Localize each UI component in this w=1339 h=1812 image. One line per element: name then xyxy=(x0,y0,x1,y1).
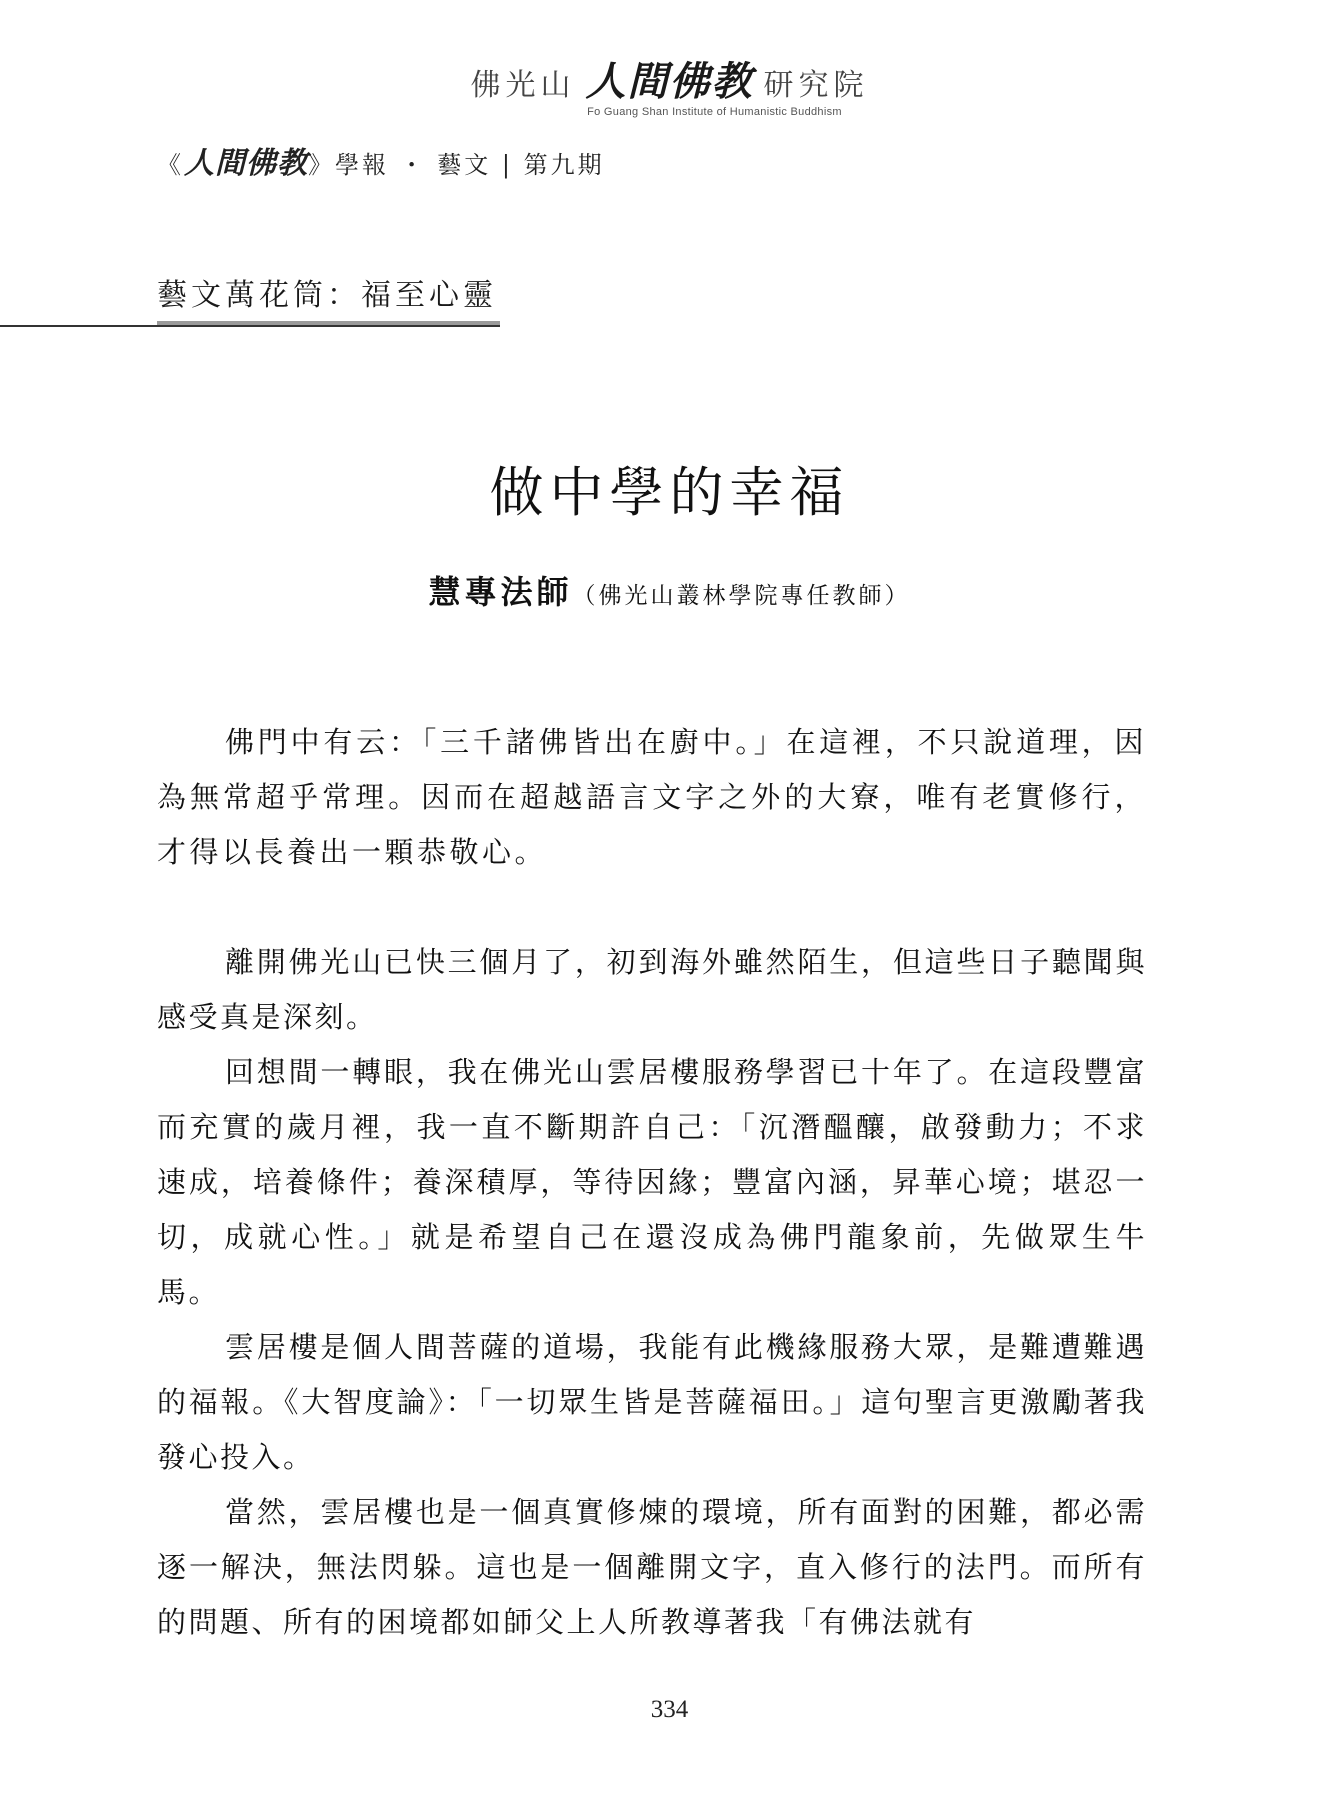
article-title: 做中學的幸福 xyxy=(489,461,850,524)
section-title: 藝文萬花筒：福至心靈 xyxy=(157,278,497,313)
author-affiliation: （佛光山叢林學院專任教師） xyxy=(572,583,911,609)
institute-name xyxy=(470,58,869,106)
institute-english-name: Fo Guang Shan Institute of Humanistic Buddhism xyxy=(587,106,842,118)
body-paragraph: 當然，雲居樓也是一個真實修煉的環境，所有面對的困難，都必需逐一解決，無法閃躲。這也是一個離開文字，直入修行的法門。而所有的問題、所有的困境都如師父上人所教導著我「有佛法就有 xyxy=(157,1495,1147,1639)
institute-logo-text: 人間佛教 xyxy=(585,58,754,105)
article-body xyxy=(157,935,1147,1650)
body-paragraph: 回想間一轉眼，我在佛光山雲居樓服務學習已十年了。在這段豐富而充實的歲月裡，我一直不斷期許自己：「沉潛醞釀，啟發動力；不求速成，培養條件；養深積厚，等待因緣；豐富內涵，昇華心境；堪忍一切，成就心性。」就是希望自己在還沒成為佛門龍象前，先做眾生牛馬。 xyxy=(157,1055,1147,1309)
section-divider xyxy=(0,325,500,327)
institute-name-left: 佛光山 xyxy=(470,68,576,103)
institute-header xyxy=(0,58,1339,118)
journal-open-bracket: 《 xyxy=(157,151,184,179)
author-line xyxy=(0,567,1339,613)
article-epigraph: 佛門中有云：「三千諸佛皆出在廚中。」在這裡，不只說道理，因為無常超乎常理。因而在超越語言文字之外的大寮，唯有老實修行，才得以長養出一顆恭敬心。 xyxy=(157,725,1147,869)
institute-name-right: 研究院 xyxy=(763,68,869,103)
journal-title: 人間佛教 xyxy=(184,146,308,181)
body-paragraph: 離開佛光山已快三個月了，初到海外雖然陌生，但這些日子聽聞與感受真是深刻。 xyxy=(157,945,1147,1034)
journal-issue-info: 學報 ・ 藝文 | 第九期 xyxy=(335,151,605,179)
body-paragraph: 雲居樓是個人間菩薩的道場，我能有此機緣服務大眾，是難遭難遇的福報。《大智度論》：「一切眾生皆是菩薩福田。」這句聖言更激勵著我發心投入。 xyxy=(157,1330,1147,1474)
author-name: 慧專法師 xyxy=(428,573,573,611)
journal-running-header xyxy=(157,138,605,182)
journal-close-bracket: 》 xyxy=(308,151,335,179)
page-number: 334 xyxy=(650,1696,689,1723)
